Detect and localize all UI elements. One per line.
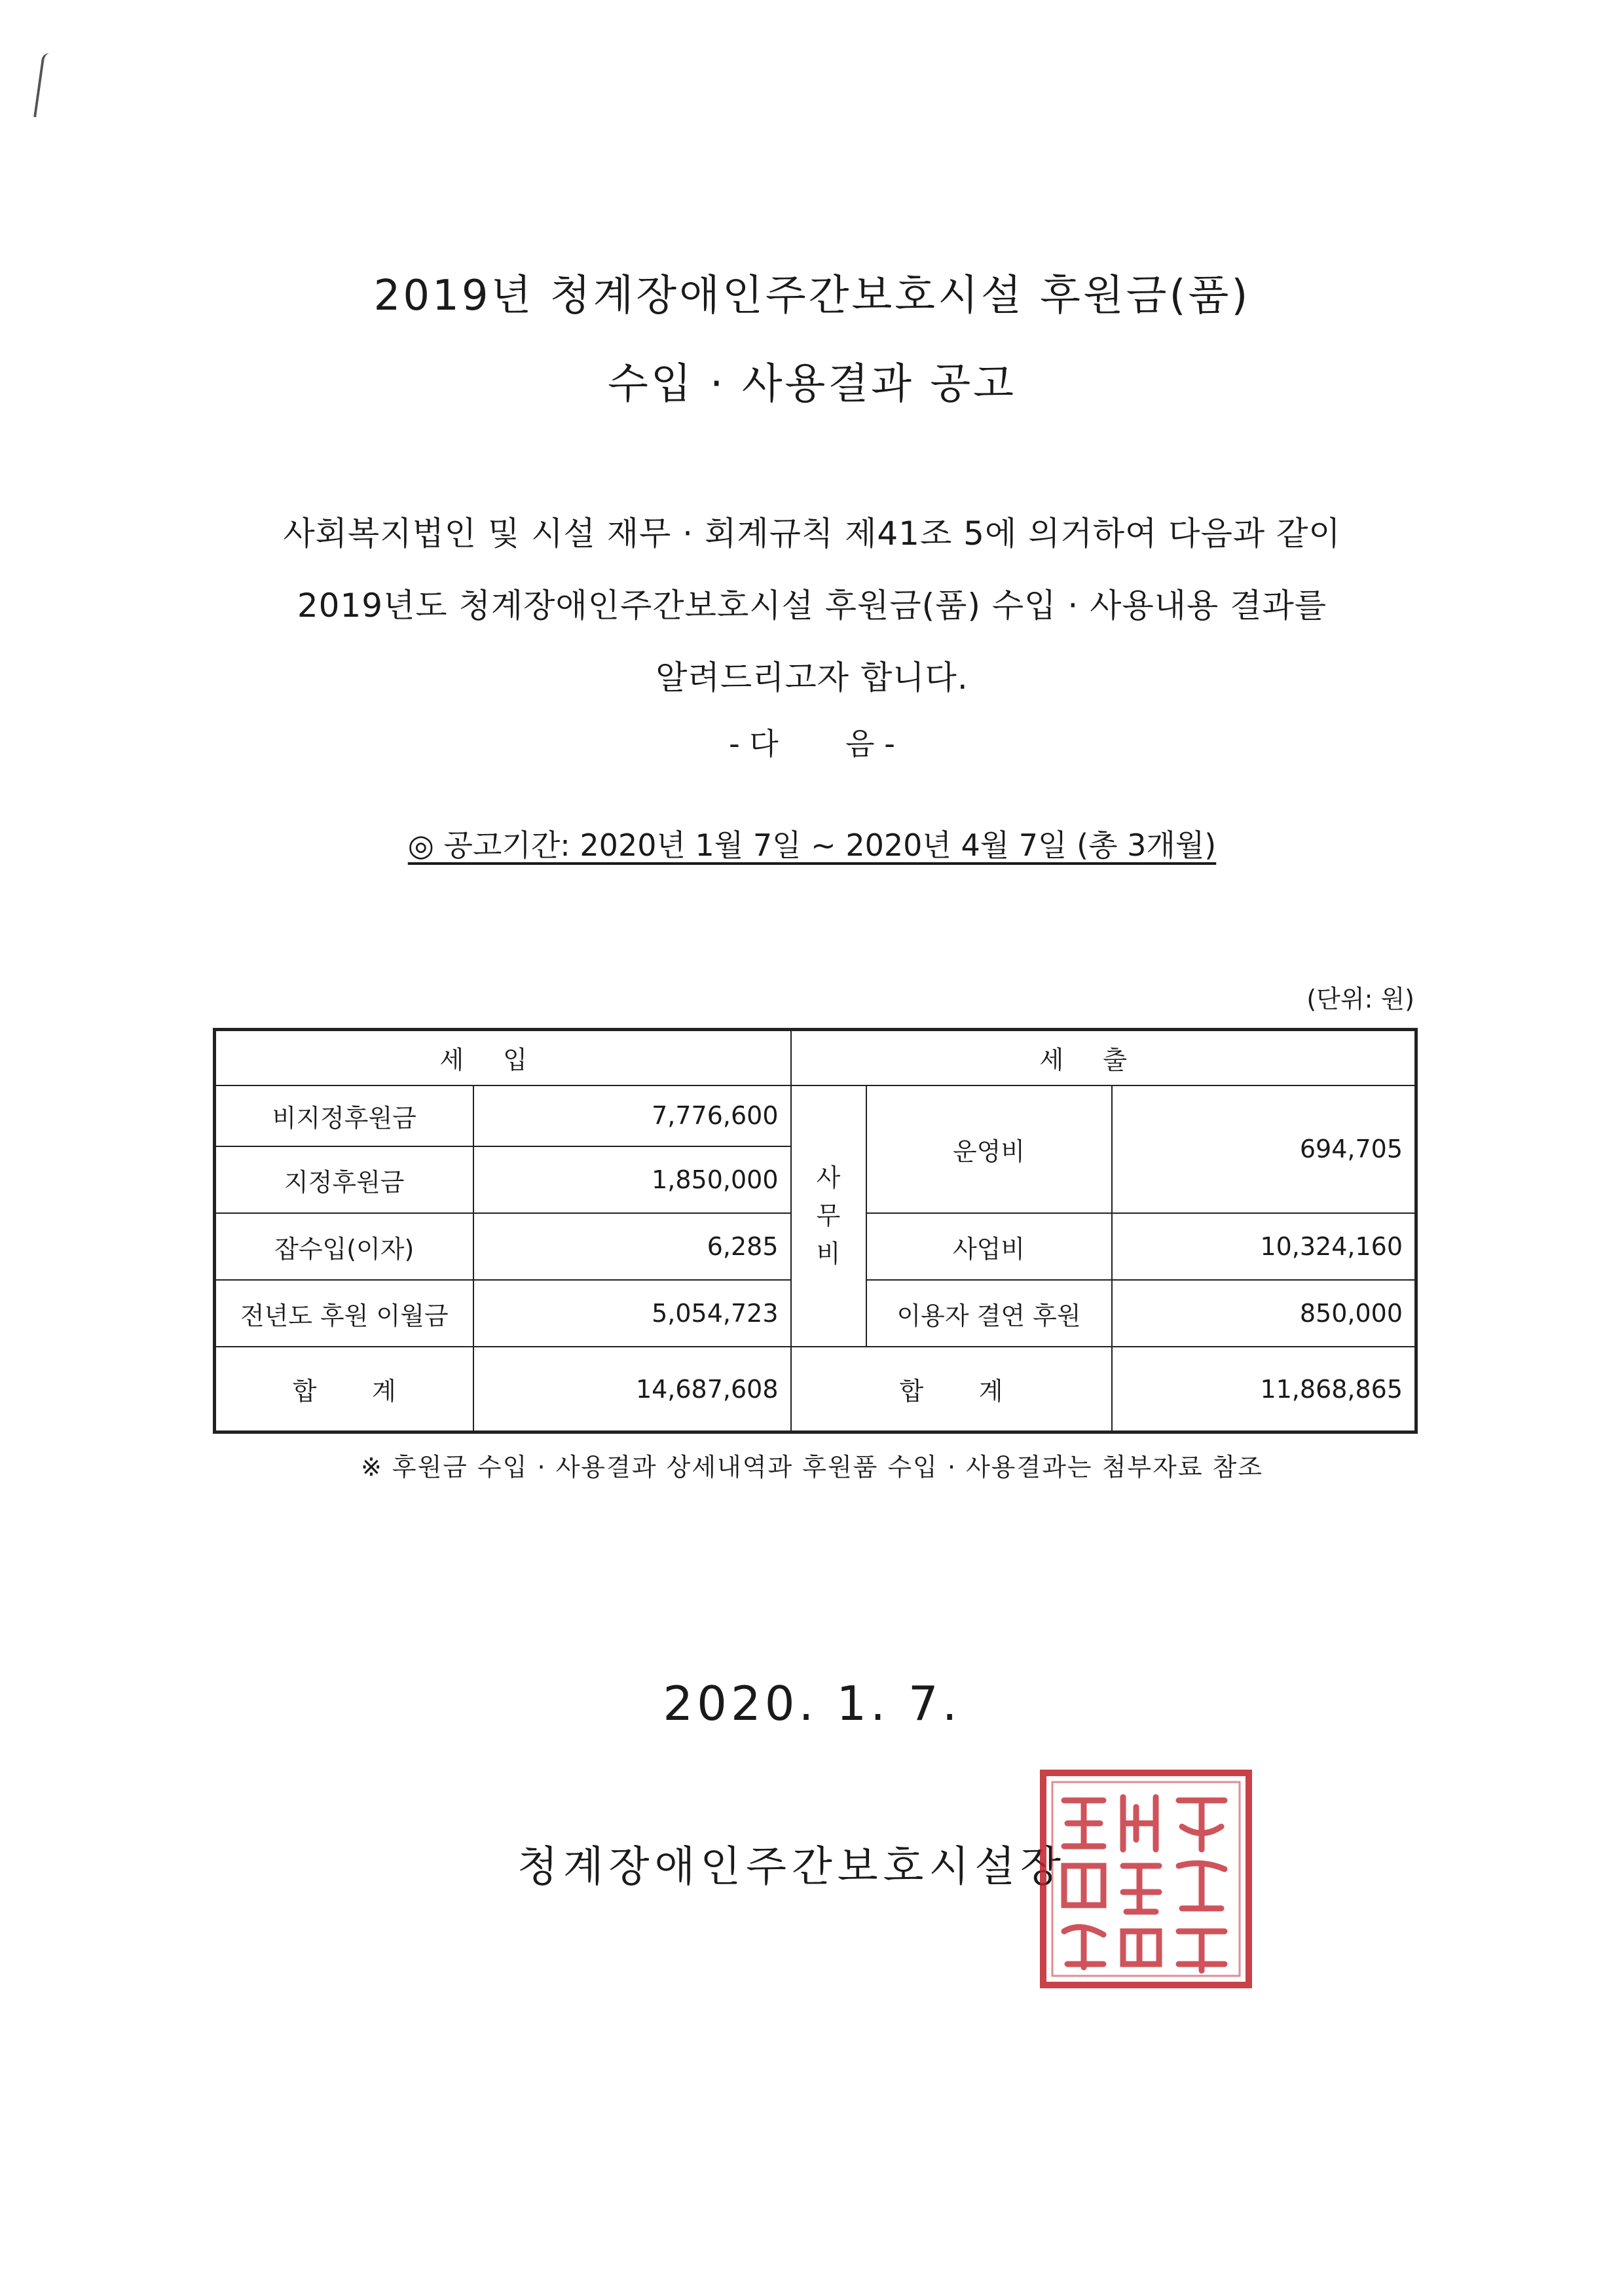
footnote: ※ 후원금 수입 · 사용결과 상세내역과 후원품 수입 · 사용결과는 첨부자료 참조 xyxy=(360,1453,1264,1482)
expense-amount: 850,000 xyxy=(1112,1280,1416,1347)
expense-category-char: 사 xyxy=(816,1163,841,1193)
document-title: 2019년 청계장애인주간보호시설 후원금(품) xyxy=(373,272,1251,320)
income-label: 전년도 후원 이월금 xyxy=(215,1280,473,1347)
signatory: 청계장애인주간보호시설장 xyxy=(517,1843,1066,1891)
income-amount: 6,285 xyxy=(473,1213,791,1280)
intro-line-2: 2019년도 청계장애인주간보호시설 후원금(품) 수입 · 사용내용 결과를 xyxy=(297,587,1327,625)
income-label: 지정후원금 xyxy=(215,1146,473,1213)
notice-period xyxy=(0,822,1624,865)
expense-label: 사업비 xyxy=(866,1213,1112,1280)
notice-period-text: ◎ 공고기간: 2020년 1월 7일 ~ 2020년 4월 7일 (총 3개월) xyxy=(407,828,1217,863)
expense-total-label: 합 계 xyxy=(791,1347,1112,1432)
intro-line-1: 사회복지법인 및 시설 재무 · 회계규칙 제41조 5에 의거하여 다음과 같이 xyxy=(283,515,1341,553)
issue-date: 2020. 1. 7. xyxy=(663,1676,961,1731)
expense-header: 세출 xyxy=(791,1030,1416,1085)
intro-line-3: 알려드리고자 합니다. xyxy=(655,659,969,697)
scan-artifact-mark xyxy=(33,52,50,118)
expense-amount: 10,324,160 xyxy=(1112,1213,1416,1280)
section-marker: - 다 음 - xyxy=(729,726,895,761)
expense-label: 이용자 결연 후원 xyxy=(866,1280,1112,1347)
finance-table xyxy=(213,1028,1418,1434)
official-seal-stamp xyxy=(1038,1768,1254,1990)
income-header: 세입 xyxy=(215,1030,791,1085)
income-amount: 7,776,600 xyxy=(473,1085,791,1147)
expense-label: 운영비 xyxy=(866,1085,1112,1214)
income-total-label: 합 계 xyxy=(215,1347,473,1432)
income-label: 잡수입(이자) xyxy=(215,1213,473,1280)
expense-amount: 694,705 xyxy=(1112,1085,1416,1214)
document-subtitle: 수입 · 사용결과 공고 xyxy=(608,360,1016,409)
expense-category-char: 무 xyxy=(816,1201,841,1231)
expense-category xyxy=(791,1085,866,1347)
expense-category-char: 비 xyxy=(816,1239,841,1269)
expense-total-amount: 11,868,865 xyxy=(1112,1347,1416,1432)
intro-paragraph xyxy=(131,498,1493,714)
income-total-amount: 14,687,608 xyxy=(473,1347,791,1432)
income-amount: 5,054,723 xyxy=(473,1280,791,1347)
income-label: 비지정후원금 xyxy=(215,1085,473,1147)
income-amount: 1,850,000 xyxy=(473,1146,791,1213)
unit-label: (단위: 원) xyxy=(1306,985,1414,1013)
